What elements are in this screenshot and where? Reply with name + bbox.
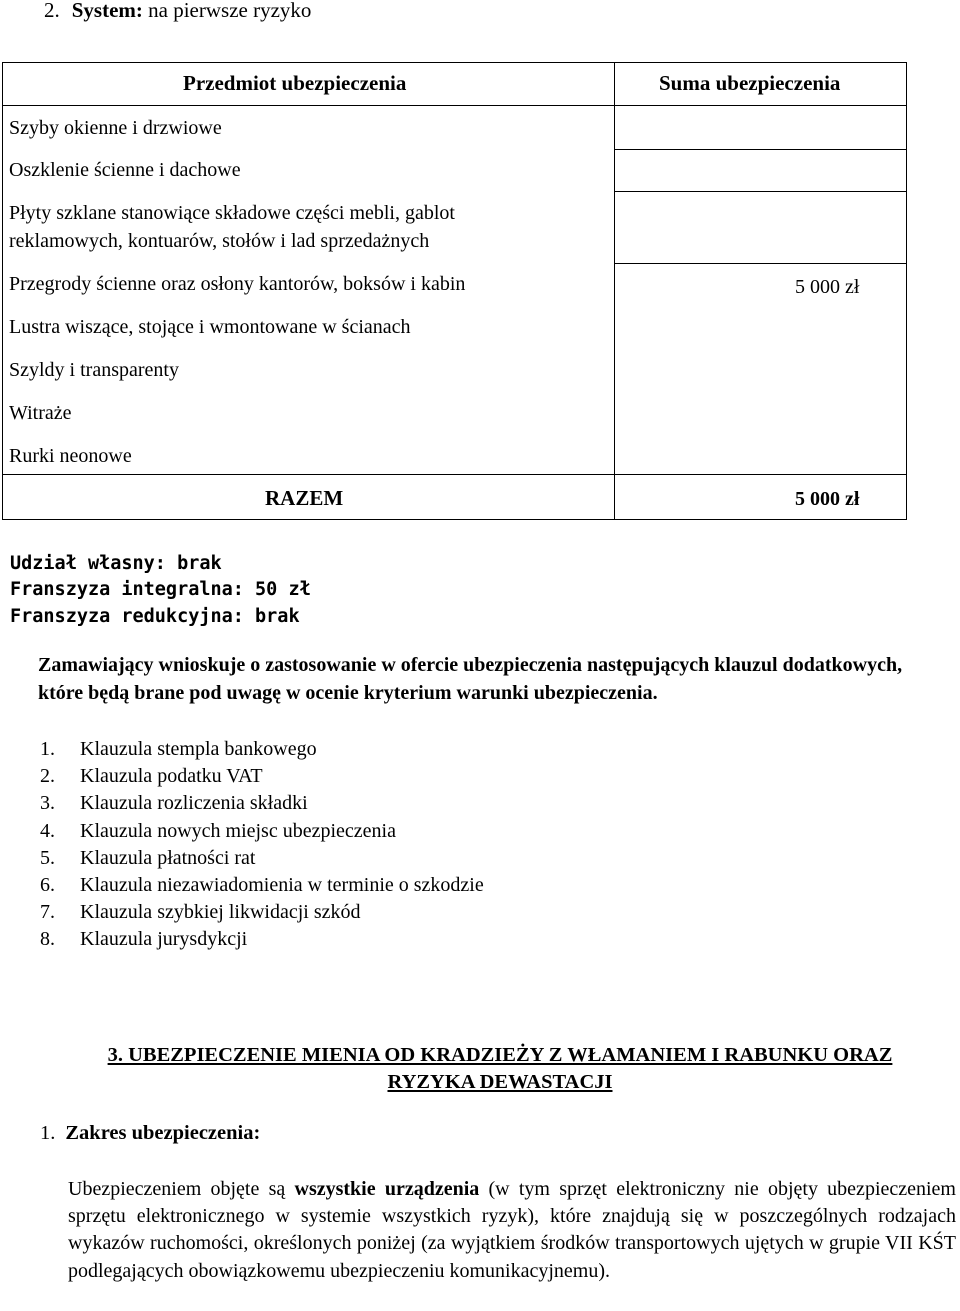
table-row: Oszklenie ścienne i dachowe — [9, 159, 241, 181]
table-row: Płyty szklane stanowiące składowe części mebli, gablot — [9, 202, 455, 224]
scope-text: (w tym sprzęt elektroniczny nie objęty ubezpieczeniem sprzętu elektronicznego w systemie wszystkich ryzyk), które znajdują się w poszczególnych rodzajach wykazów ruchomości, określonych poniżej (za wyjątkiem środków transportowych ujętych w grupie VII KŚT podlegających obowiązkowemu ubezpieczeniu komunikacyjnemu). — [68, 1178, 956, 1282]
sum-value: 5 000 zł — [795, 276, 860, 298]
section-2-heading — [44, 0, 311, 23]
subsection-title: Zakres ubezpieczenia: — [65, 1122, 261, 1144]
list-item: 6. Klauzula niezawiadomienia w terminie o szkodzie — [40, 874, 484, 897]
scope-text: Ubezpieczeniem objęte są — [68, 1178, 295, 1200]
list-item: 3. Klauzula rozliczenia składki — [40, 792, 308, 815]
integral-franchise: Franszyza integralna: 50 zł — [10, 579, 311, 600]
insurance-table — [2, 62, 907, 520]
reductive-franchise: Franszyza redukcyjna: brak — [10, 606, 300, 627]
header-divider — [3, 105, 906, 106]
table-row: Szyby okienne i drzwiowe — [9, 117, 222, 139]
total-label: RAZEM — [265, 486, 344, 510]
list-item: 1. Klauzula stempla bankowego — [40, 738, 317, 760]
table-row: Rurki neonowe — [9, 445, 132, 467]
row-divider — [614, 149, 907, 150]
row-divider — [614, 263, 907, 264]
column-divider — [614, 63, 615, 519]
table-row: Przegrody ścienne oraz osłony kantorów, boksów i kabin — [9, 273, 466, 295]
list-item: 4. Klauzula nowych miejsc ubezpieczenia — [40, 819, 396, 842]
section-3-heading-line1: 3. UBEZPIECZENIE MIENIA OD KRADZIEŻY Z WŁAMANIEM I RABUNKU ORAZ — [107, 1044, 893, 1066]
scope-paragraph — [68, 1176, 956, 1285]
subsection-number: 1. — [40, 1122, 56, 1144]
section-title-rest: na pierwsze ryzyko — [142, 0, 312, 22]
subsection-heading — [40, 1122, 260, 1145]
section-number: 2. — [44, 0, 60, 22]
total-divider — [3, 474, 906, 475]
section-3-heading-line2: RYZYKA DEWASTACJI — [387, 1071, 613, 1093]
total-value: 5 000 zł — [795, 488, 860, 510]
header-subject: Przedmiot ubezpieczenia — [183, 71, 407, 95]
scope-emphasis: wszystkie urządzenia — [294, 1178, 480, 1200]
clauses-intro: Zamawiający wnioskuje o zastosowanie w ofercie ubezpieczenia następujących klauzul dodatkowych, które będą brane pod uwagę w ocenie kryterium warunki ubezpieczenia. — [38, 654, 903, 704]
table-row: Lustra wiszące, stojące i wmontowane w ścianach — [9, 316, 411, 338]
table-row: reklamowych, kontuarów, stołów i lad sprzedażnych — [9, 230, 430, 252]
list-item: 5. Klauzula płatności rat — [40, 846, 256, 869]
own-share: Udział własny: brak — [10, 553, 222, 574]
table-row: Szyldy i transparenty — [9, 359, 179, 381]
list-item: 7. Klauzula szybkiej likwidacji szkód — [40, 901, 361, 924]
list-item: 2. Klauzula podatku VAT — [40, 765, 263, 788]
row-divider — [614, 191, 907, 192]
table-row: Witraże — [9, 402, 72, 424]
list-item: 8. Klauzula jurysdykcji — [40, 928, 248, 951]
clauses-list — [40, 736, 484, 954]
header-sum: Suma ubezpieczenia — [659, 71, 841, 95]
section-title-bold: System: — [71, 0, 143, 22]
section-3-heading — [40, 1042, 960, 1096]
